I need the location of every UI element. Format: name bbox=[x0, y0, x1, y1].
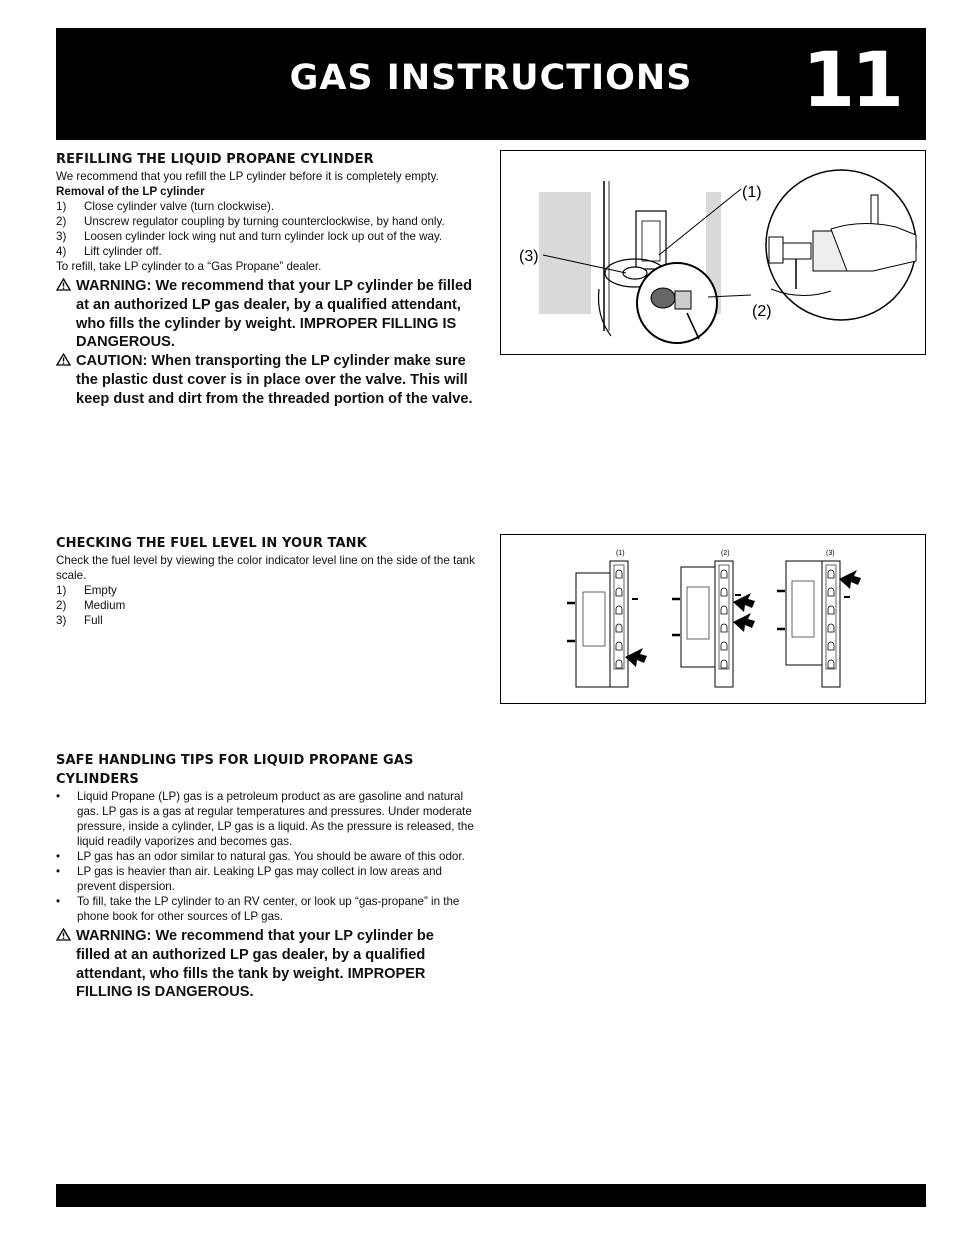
cylinder-removal-figure bbox=[500, 150, 926, 355]
warning-triangle-icon bbox=[56, 277, 76, 352]
tip-text: Liquid Propane (LP) gas is a petroleum product as are gasoline and natural gas. LP gas is a gas at regular temperatures and pressures. Under moderate pressure, inside a cylinder, LP gas is a liquid. As the pressure is released, the liquid readily vaporizes and becomes gas. bbox=[77, 790, 474, 848]
safe-section bbox=[56, 751, 476, 1002]
gauge-label-3: (3) bbox=[826, 550, 835, 557]
list-item bbox=[56, 864, 476, 894]
gauge-label-2: (2) bbox=[721, 550, 730, 557]
level-number: 1) bbox=[56, 584, 67, 597]
list-item bbox=[56, 583, 484, 598]
fuel-section bbox=[56, 534, 484, 628]
list-item bbox=[56, 789, 476, 849]
fuel-gauge-figure bbox=[500, 534, 926, 704]
gauge-empty bbox=[567, 550, 647, 687]
fuel-intro: Check the fuel level by viewing the color indicator level line on the side of the tank scale. bbox=[56, 554, 475, 582]
level-text: Empty bbox=[84, 584, 117, 597]
refill-caution bbox=[56, 352, 484, 408]
bullet: • bbox=[56, 850, 61, 863]
step-text: Loosen cylinder lock wing nut and turn cylinder lock up out of the way. bbox=[84, 230, 443, 243]
list-item bbox=[56, 244, 484, 259]
step-text: Lift cylinder off. bbox=[84, 245, 162, 258]
bullet: • bbox=[56, 895, 61, 908]
gauge-full bbox=[777, 550, 861, 687]
fuel-title: CHECKING THE FUEL LEVEL IN YOUR TANK bbox=[56, 536, 367, 551]
list-item bbox=[56, 214, 484, 229]
list-item bbox=[56, 598, 484, 613]
level-number: 3) bbox=[56, 614, 67, 627]
refill-after: To refill, take LP cylinder to a “Gas Propane” dealer. bbox=[56, 260, 322, 273]
cylinder-illustration bbox=[501, 151, 925, 354]
refill-subheading: Removal of the LP cylinder bbox=[56, 185, 205, 198]
refill-intro: We recommend that you refill the LP cylinder before it is completely empty. bbox=[56, 170, 439, 183]
callout-label-2: (2) bbox=[752, 303, 772, 320]
step-text: Close cylinder valve (turn clockwise). bbox=[84, 200, 275, 213]
warning-triangle-icon bbox=[56, 352, 76, 408]
step-number: 3) bbox=[56, 230, 67, 243]
refill-steps bbox=[56, 199, 484, 259]
step-text: Unscrew regulator coupling by turning counterclockwise, by hand only. bbox=[84, 215, 445, 228]
tip-text: LP gas has an odor similar to natural gas. You should be aware of this odor. bbox=[77, 850, 465, 863]
step-number: 4) bbox=[56, 245, 67, 258]
refill-warning bbox=[56, 277, 484, 352]
page-number: 11 bbox=[802, 35, 900, 124]
safe-warning bbox=[56, 927, 466, 1002]
step-number: 1) bbox=[56, 200, 67, 213]
tip-text: LP gas is heavier than air. Leaking LP gas may collect in low areas and prevent dispersion. bbox=[77, 865, 442, 893]
refill-title: REFILLING THE LIQUID PROPANE CYLINDER bbox=[56, 152, 374, 167]
callout-label-3: (3) bbox=[519, 248, 539, 265]
bullet: • bbox=[56, 865, 61, 878]
page-title: GAS INSTRUCTIONS bbox=[289, 58, 693, 98]
caution-text: CAUTION: When transporting the LP cylinder make sure the plastic dust cover is in place over the valve. This will keep dust and dirt from the threaded portion of the valve. bbox=[76, 353, 473, 407]
footer-bar bbox=[56, 1184, 926, 1207]
list-item bbox=[56, 199, 484, 214]
warning-text: WARNING: We recommend that your LP cylinder be filled at an authorized LP gas dealer, by a qualified attendant, who fills the cylinder by weight. IMPROPER FILLING IS DANGEROUS. bbox=[76, 278, 472, 351]
list-item bbox=[56, 894, 476, 924]
step-number: 2) bbox=[56, 215, 67, 228]
warning-triangle-icon bbox=[56, 927, 76, 1002]
safe-title: SAFE HANDLING TIPS FOR LIQUID PROPANE GAS CYLINDERS bbox=[56, 753, 414, 787]
gauge-medium bbox=[672, 550, 755, 687]
gauge-label-1: (1) bbox=[616, 550, 625, 557]
list-item bbox=[56, 849, 476, 864]
warning-text: WARNING: We recommend that your LP cylinder be filled at an authorized LP gas dealer, by a qualified attendant, who fills the tank by weight. IMPROPER FILLING IS DANGEROUS. bbox=[76, 928, 434, 1001]
refill-section bbox=[56, 150, 484, 409]
list-item bbox=[56, 613, 484, 628]
list-item bbox=[56, 229, 484, 244]
callout-label-1: (1) bbox=[742, 184, 762, 201]
level-text: Full bbox=[84, 614, 103, 627]
bullet: • bbox=[56, 790, 61, 803]
header-bar bbox=[56, 28, 926, 140]
level-text: Medium bbox=[84, 599, 126, 612]
tip-text: To fill, take the LP cylinder to an RV center, or look up “gas-propane” in the phone book for other sources of LP gas. bbox=[77, 895, 460, 923]
level-number: 2) bbox=[56, 599, 67, 612]
